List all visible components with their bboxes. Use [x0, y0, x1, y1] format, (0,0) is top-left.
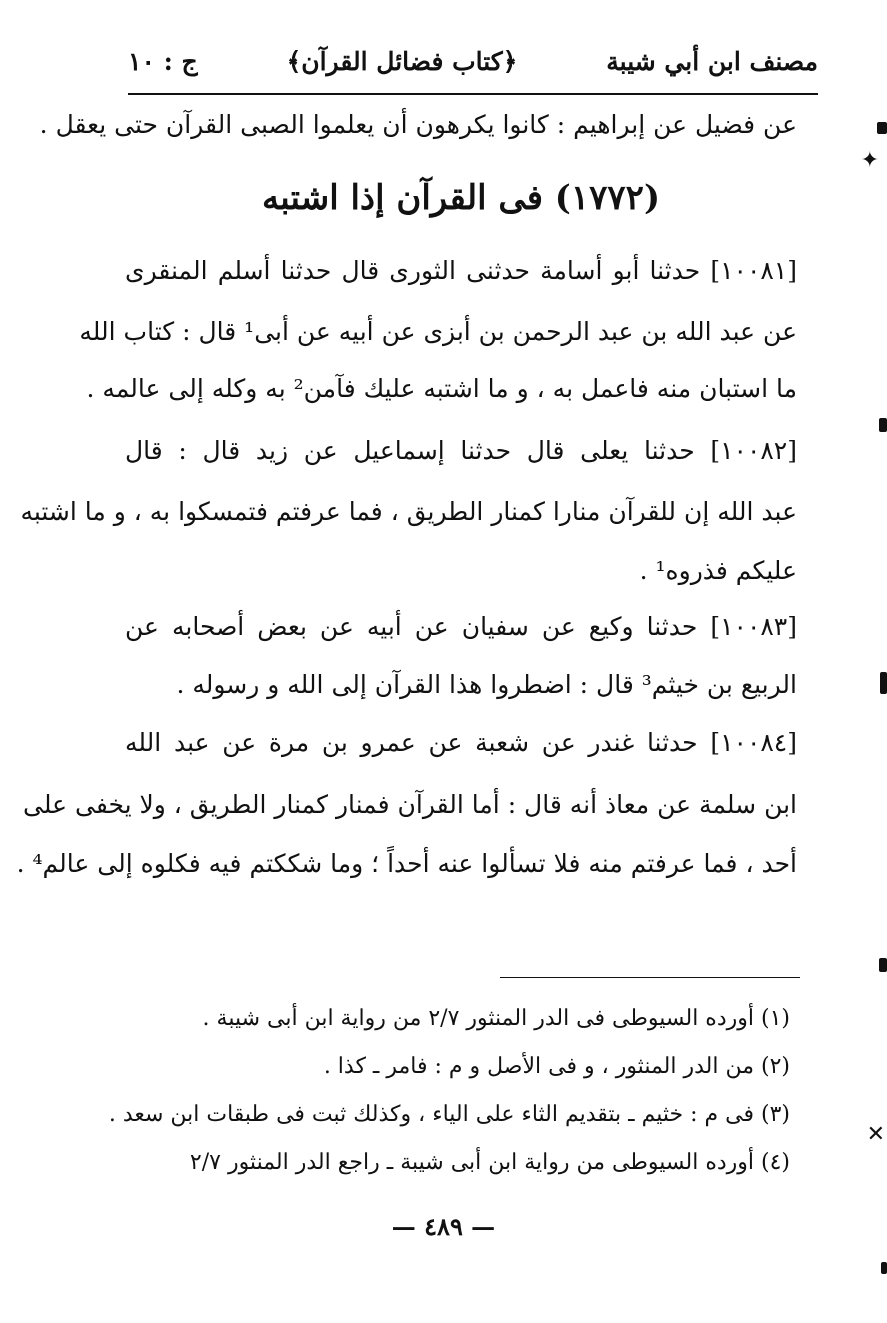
text-line: عبد الله إن للقرآن منارا كمنار الطريق ، فما عرفتم فتمسكوا به ، و ما اشتبه	[20, 497, 797, 526]
text-line: الربيع بن خيثم³ قال : اضطروا هذا القرآن إلى الله و رسوله .	[176, 670, 797, 699]
chapter-heading: (١٧٧٢) فى القرآن إذا اشتبه	[261, 178, 661, 218]
text-line: [١٠٠٨٢] حدثنا يعلى قال حدثنا إسماعيل عن زيد قال : قال	[125, 436, 797, 465]
intro-line: عن فضيل عن إبراهيم : كانوا يكرهون أن يعلموا الصبى القرآن حتى يعقل .	[39, 110, 797, 139]
margin-mark	[881, 1262, 887, 1274]
header-book-title: مصنف ابن أبي شيبة	[606, 46, 818, 76]
text-line: ابن سلمة عن معاذ أنه قال : أما القرآن فمنار كمنار الطريق ، ولا يخفى على	[23, 790, 797, 819]
header-section-title: ﴿كتاب فضائل القرآن﴾	[286, 46, 518, 76]
margin-mark	[879, 418, 887, 432]
header-volume: ج : ١٠	[128, 46, 198, 76]
margin-mark	[879, 958, 887, 972]
text-line: أحد ، فما عرفتم منه فلا تسألوا عنه أحداً ؛ وما شككتم فيه فكلوه إلى عالم⁴ .	[16, 849, 797, 878]
text-line: عليكم فذروه¹ .	[639, 556, 797, 585]
margin-star-icon: ✦	[860, 148, 879, 173]
page-number: — ٤٨٩ —	[391, 1212, 496, 1241]
text-line: [١٠٠٨١] حدثنا أبو أسامة حدثنى الثورى قال حدثنا أسلم المنقرى	[125, 256, 797, 285]
header-rule	[128, 93, 818, 95]
margin-mark	[877, 122, 887, 134]
text-line: [١٠٠٨٤] حدثنا غندر عن شعبة عن عمرو بن مرة عن عبد الله	[125, 728, 797, 757]
text-line: عن عبد الله بن عبد الرحمن بن أبزى عن أبيه عن أبى¹ قال : كتاب الله	[79, 317, 797, 346]
margin-cross-icon: ✕	[866, 1122, 885, 1147]
footnote-rule	[500, 977, 800, 978]
footnote: (٢) من الدر المنثور ، و فى الأصل و م : فامر ـ كذا .	[323, 1054, 790, 1079]
text-line: [١٠٠٨٣] حدثنا وكيع عن سفيان عن أبيه عن بعض أصحابه عن	[125, 612, 797, 641]
text-line: ما استبان منه فاعمل به ، و ما اشتبه عليك فآمن² به وكله إلى عالمه .	[86, 374, 797, 403]
footnote: (٣) فى م : خثيم ـ بتقديم الثاء على الياء ، وكذلك ثبت فى طبقات ابن سعد .	[108, 1102, 790, 1127]
margin-mark	[880, 672, 887, 694]
footnote: (١) أورده السيوطى فى الدر المنثور ٢/٧ من رواية ابن أبى شيبة .	[202, 1006, 790, 1031]
running-header	[128, 28, 818, 94]
footnote: (٤) أورده السيوطى من رواية ابن أبى شيبة ـ راجع الدر المنثور ٢/٧	[189, 1150, 790, 1175]
